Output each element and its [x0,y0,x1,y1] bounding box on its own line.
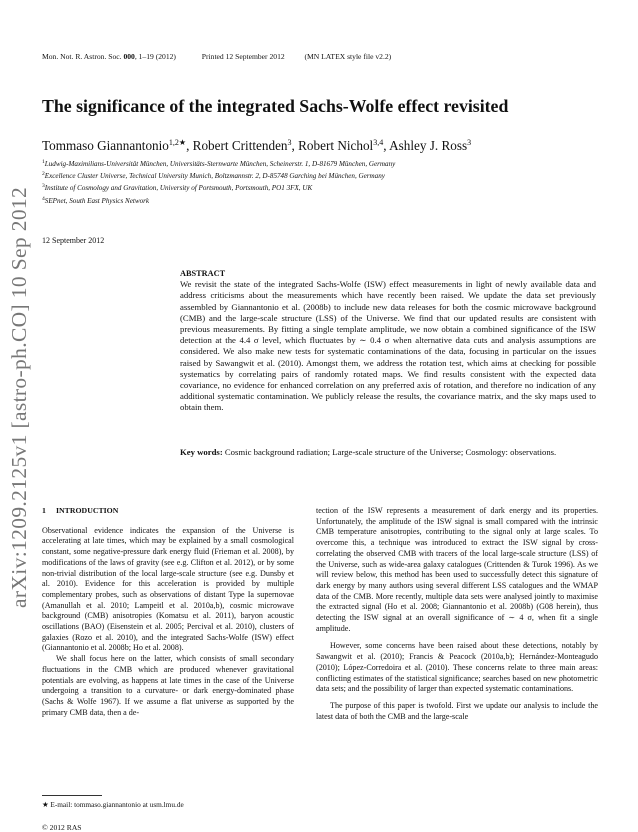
abstract-heading: ABSTRACT [180,269,226,278]
paragraph: The purpose of this paper is twofold. First we update our analysis to include the latest data of both the CMB and the large-scale [316,700,598,721]
affiliation-item [42,181,602,193]
affiliation-text: Ludwig-Maximilians-Universität München, Universitäts-Sternwarte München, Scheinerstr. 1, D-81679 München, Germany [44,160,396,168]
footnote-rule [42,795,102,796]
abstract-text: We revisit the state of the integrated Sachs-Wolfe (ISW) effect measurements in light of newly available data and address criticisms about the measurements which have recently been raised. We update the data set previously assembled by Giannantonio et al. (2008b) to include new data releases for both the cosmic microwave background (CMB) and the large-scale structure (LSS) of the Universe. We find that our updated results are consistent with previous measurements. By fitting a single template amplitude, we now obtain a combined significance of the ISW detection at the 4.4 σ level, which fluctuates by ∼ 0.4 σ when alternative data cuts and analysis assumptions are considered. We also make new tests for systematic contaminations of the data, focusing in particular on the issues raised by Sawangwit et al. (2010). Amongst them, we address the rotation test, which aims at checking for possible systematics by correlating pairs of randomly rotated maps. We find results consistent with the expected data covariance, no evidence for enhanced correlation on any preferred axis of rotation, and therefore no indication of any additional systematic contamination. We publicly release the results, the covariance matrix, and the sky maps used to obtain them. [180,279,596,413]
paper-title: The significance of the integrated Sachs-Wolfe effect revisited [42,96,509,116]
affiliation-text: Excellence Cluster Universe, Technical University Munich, Boltzmannstr. 2, D-85748 Garching bei München, Germany [44,172,385,181]
paragraph: We shall focus here on the latter, which consists of small secondary fluctuations in the CMB which are produced whenever gravitational potentials are evolving, as happens at late times in the case of the Universe undergoing a transition to a curvature- or dark energy-dominated phase (Sachs & Wolfe 1967). If we assume a flat universe as supported by the primary CMB data, then a de- [42,654,294,717]
arxiv-identifier: arXiv:1209.2125v1 [astro-ph.CO] 10 Sep 2012 [7,186,31,608]
running-header [42,52,602,61]
journal-pages: , 1–19 (2012) [134,52,176,61]
affiliation-item [42,194,602,206]
affiliation-item [42,169,602,181]
affiliation-number: 2 [42,171,45,178]
author-list [42,138,602,154]
affiliation-number: 1 [42,159,45,165]
author-separator: , [291,138,299,153]
author-name: Robert Nichol [298,138,374,153]
style-file: (MN LATEX style file v2.2) [304,52,392,61]
author-name: Tommaso Giannantonio [42,138,169,153]
affiliation-number: 4 [42,195,45,202]
paragraph: Observational evidence indicates the expansion of the Universe is accelerating at late times, which may be explained by a small cosmological constant, some negative-pressure dark energy fluid (Frieman et al. 2008), by modifications of the laws of gravity (see e.g. Clifton et al. 2012), or by some non-trivial distribution of the local large-scale structure (see e.g. Dunsby et al. 2010). Evidence for this acceleration is provided by multiple complementary probes, such as observations of distant Type Ia supernovae (Amanullah et al. 2010; Lampeitl et al. 2010a,b), cosmic microwave background (CMB) anisotropies (Komatsu et al. 2011), baryon acoustic oscillations (BAO) (Eisenstein et al. 2005; Percival et al. 2010), clusters of galaxies (Rozo et al. 2010), and the integrated Sachs-Wolfe (ISW) effect (Giannantonio et al. 2008b; Ho et al. 2008). [42,525,294,653]
affiliation-list [42,157,602,206]
affiliation-text: SEPnet, South East Physics Network [44,196,150,205]
author-affiliation-mark: 3 [287,138,292,147]
paragraph: tection of the ISW represents a measurement of dark energy and its properties. Unfortunately, the amplitude of the ISW signal is small compared with the intrinsic CMB temperature anisotropies, contributing to the signal only at large scales. To overcome this, a technique was introduced to extract the ISW signal by cross-correlating the observed CMB with tracers of the local large-scale structure (LSS) of the Universe, such as wide-area galaxy catalogues (Crittenden & Turok 1996). As we will review below, this method has been used to successfully detect this signature of dark energy by many authors using several different LSS catalogues and the WMAP data of the CMB. More recently, multiple data sets were analysed jointly to maximise the extracted signal (Ho et al. 2008; Giannantonio et al. 2008b) (G08 herein), thus detecting the ISW signal at an overall significance of ∼ 4 σ, when fit a single amplitude. [316,506,598,633]
author-affiliation-mark: 3 [467,138,472,147]
left-column [42,506,294,718]
keywords-text: Cosmic background radiation; Large-scale structure of the Universe; Cosmology: observations. [224,447,557,457]
journal-volume: 000 [123,52,135,61]
footnote: ★ E-mail: tommaso.giannantonio at usm.lmu.de [42,800,184,809]
section-number: 1 [42,506,46,515]
paragraph: However, some concerns have been raised about these detections, notably by Sawangwit et al. (2010); Francis & Peacock (2010a,b); Hernández-Monteagudo (2010); López-Corredoira et al. (2010). These concerns relate to three main areas: conflicting estimates of the statistical significance; searches based on new photometric data sets; and the possibility of larger than expected systematic contaminations. [316,641,598,694]
author-affiliation-mark: 3,4 [373,138,384,147]
submission-date: 12 September 2012 [42,236,105,245]
author-name: Robert Crittenden [192,138,288,153]
keywords-block [180,447,596,458]
printed-date: Printed 12 September 2012 [201,52,285,61]
author-name: Ashley J. Ross [389,138,468,153]
journal-name: Mon. Not. R. Astron. Soc. [42,52,122,61]
author-separator: , [186,138,193,153]
section-heading [42,506,294,517]
author-affiliation-mark: 1,2★ [168,138,187,147]
affiliation-item [42,157,602,169]
arxiv-sidebar [4,188,34,608]
author-separator: , [383,138,390,153]
affiliation-number: 3 [42,183,45,190]
copyright-footer: © 2012 RAS [42,823,82,832]
abstract-block [180,268,596,414]
keywords-label: Key words: [180,447,223,457]
right-column [316,506,598,722]
affiliation-text: Institute of Cosmology and Gravitation, University of Portsmouth, Portsmouth, PO1 3FX, UK [44,184,313,193]
section-title: INTRODUCTION [56,506,119,515]
